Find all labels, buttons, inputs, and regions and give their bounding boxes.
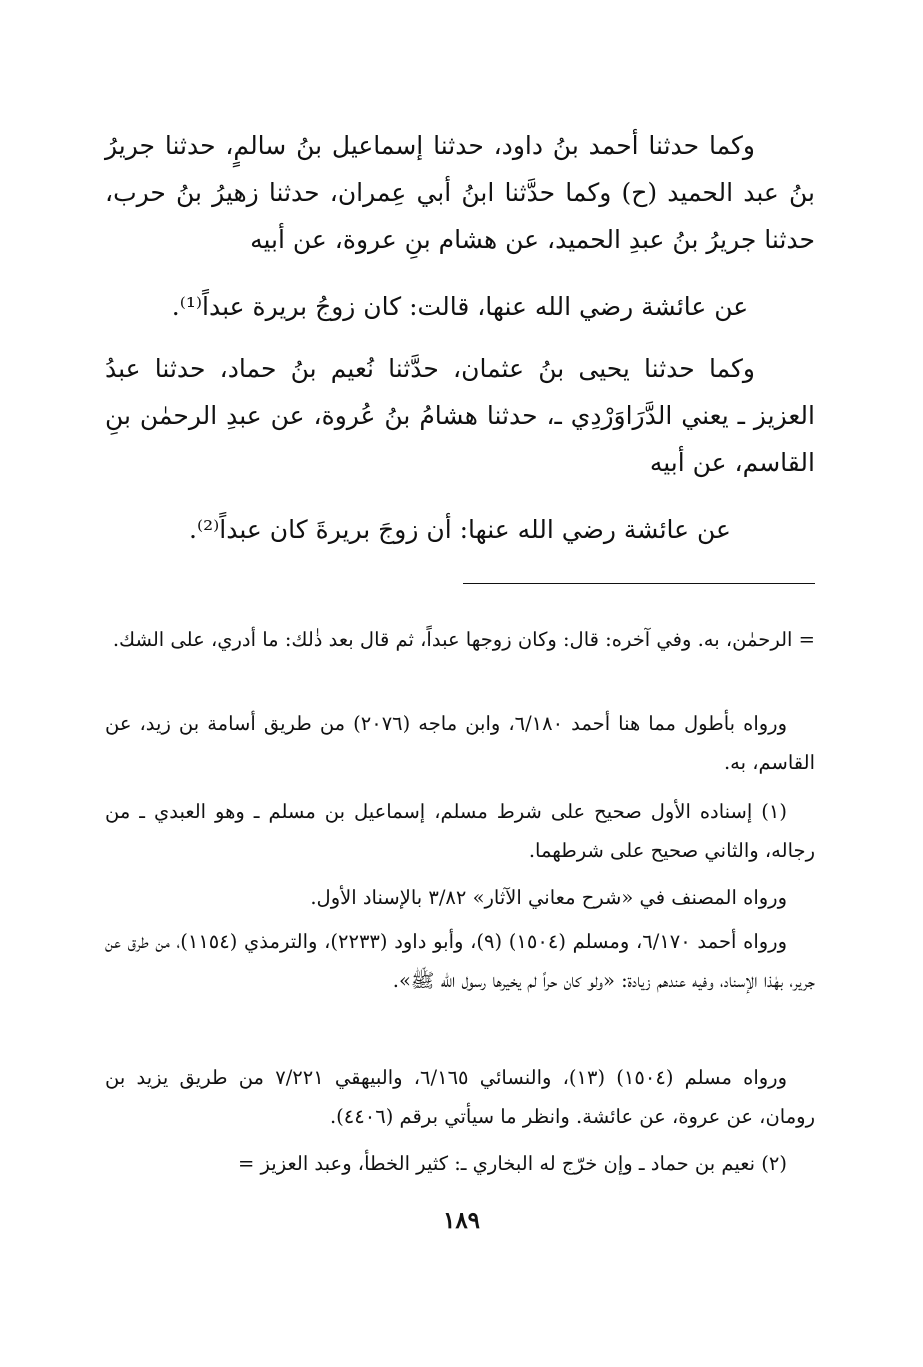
footnote-continuation: = الرحمٰن، به. وفي آخره: قال: وكان زوجها عبداً، ثم قال بعد ذٰلك: ما أدري، على الشك. xyxy=(112,628,815,651)
footnote-1: (١) إسناده الأول صحيح على شرط مسلم، إسماعيل بن مسلم ـ وهو العبدي ـ من رجاله، والثاني صحيح على شرطهما. xyxy=(105,800,815,862)
footnote-paragraph: ورواه مسلم (١٥٠٤) (١٣)، والنسائي ٦/١٦٥، والبيهقي ٧/٢٢١ من طريق يزيد بن رومان، عن عروة، عن عائشة. وانظر ما سيأتي برقم (٤٤٠٦). xyxy=(105,1066,815,1128)
main-paragraph-3: وكما حدثنا يحيى بنُ عثمان، حدَّثنا نُعيم بنُ حماد، حدثنا عبدُ العزيز ـ يعني الدَّرَاوَرْدِي ـ، حدثنا هشامُ بنُ عُروة، عن عبدِ الرحمٰن بنِ القاسم، عن أبيه xyxy=(105,354,815,477)
main-paragraph-4: عن عائشة رضي الله عنها: أن زوجَ بريرةَ كان عبداً⁽²⁾. xyxy=(189,515,731,544)
footnote-separator xyxy=(463,583,815,584)
footnote-2: (٢) نعيم بن حماد ـ وإن خرّج له البخاري ـ: كثير الخطأ، وعبد العزيز = xyxy=(237,1152,787,1175)
footnote-paragraph: ورواه المصنف في «شرح معاني الآثار» ٣/٨٢ بالإسناد الأول. xyxy=(310,886,787,909)
footnote-paragraph: ورواه بأطول مما هنا أحمد ٦/١٨٠، وابن ماجه (٢٠٧٦) من طريق أسامة بن زيد، عن القاسم، به. xyxy=(105,712,815,774)
page-number: ١٨٩ xyxy=(442,1207,481,1234)
main-paragraph-2: عن عائشة رضي الله عنها، قالت: كان زوجُ بريرة عبداً⁽¹⁾. xyxy=(171,292,749,321)
main-paragraph-1: وكما حدثنا أحمد بنُ داود، حدثنا إسماعيل بنُ سالمٍ، حدثنا جريرُ بنُ عبد الحميد (ح) وكما حدَّثنا ابنُ أبي عِمران، حدثنا زهيرُ بنُ حرب، حدثنا جريرُ بنُ عبدِ الحميد، عن هشام بنِ عروة، عن أبيه xyxy=(105,131,815,254)
footnote-paragraph: ورواه أحمد ٦/١٧٠، ومسلم (١٥٠٤) (٩)، وأبو داود (٢٢٣٣)، والترمذي (١١٥٤)، من طرق عن جرير، بهٰذا الإسناد، وفيه عندهم زيادة: «ولو كان حراً لم يخيرها رسول الله ﷺ». xyxy=(105,930,815,992)
